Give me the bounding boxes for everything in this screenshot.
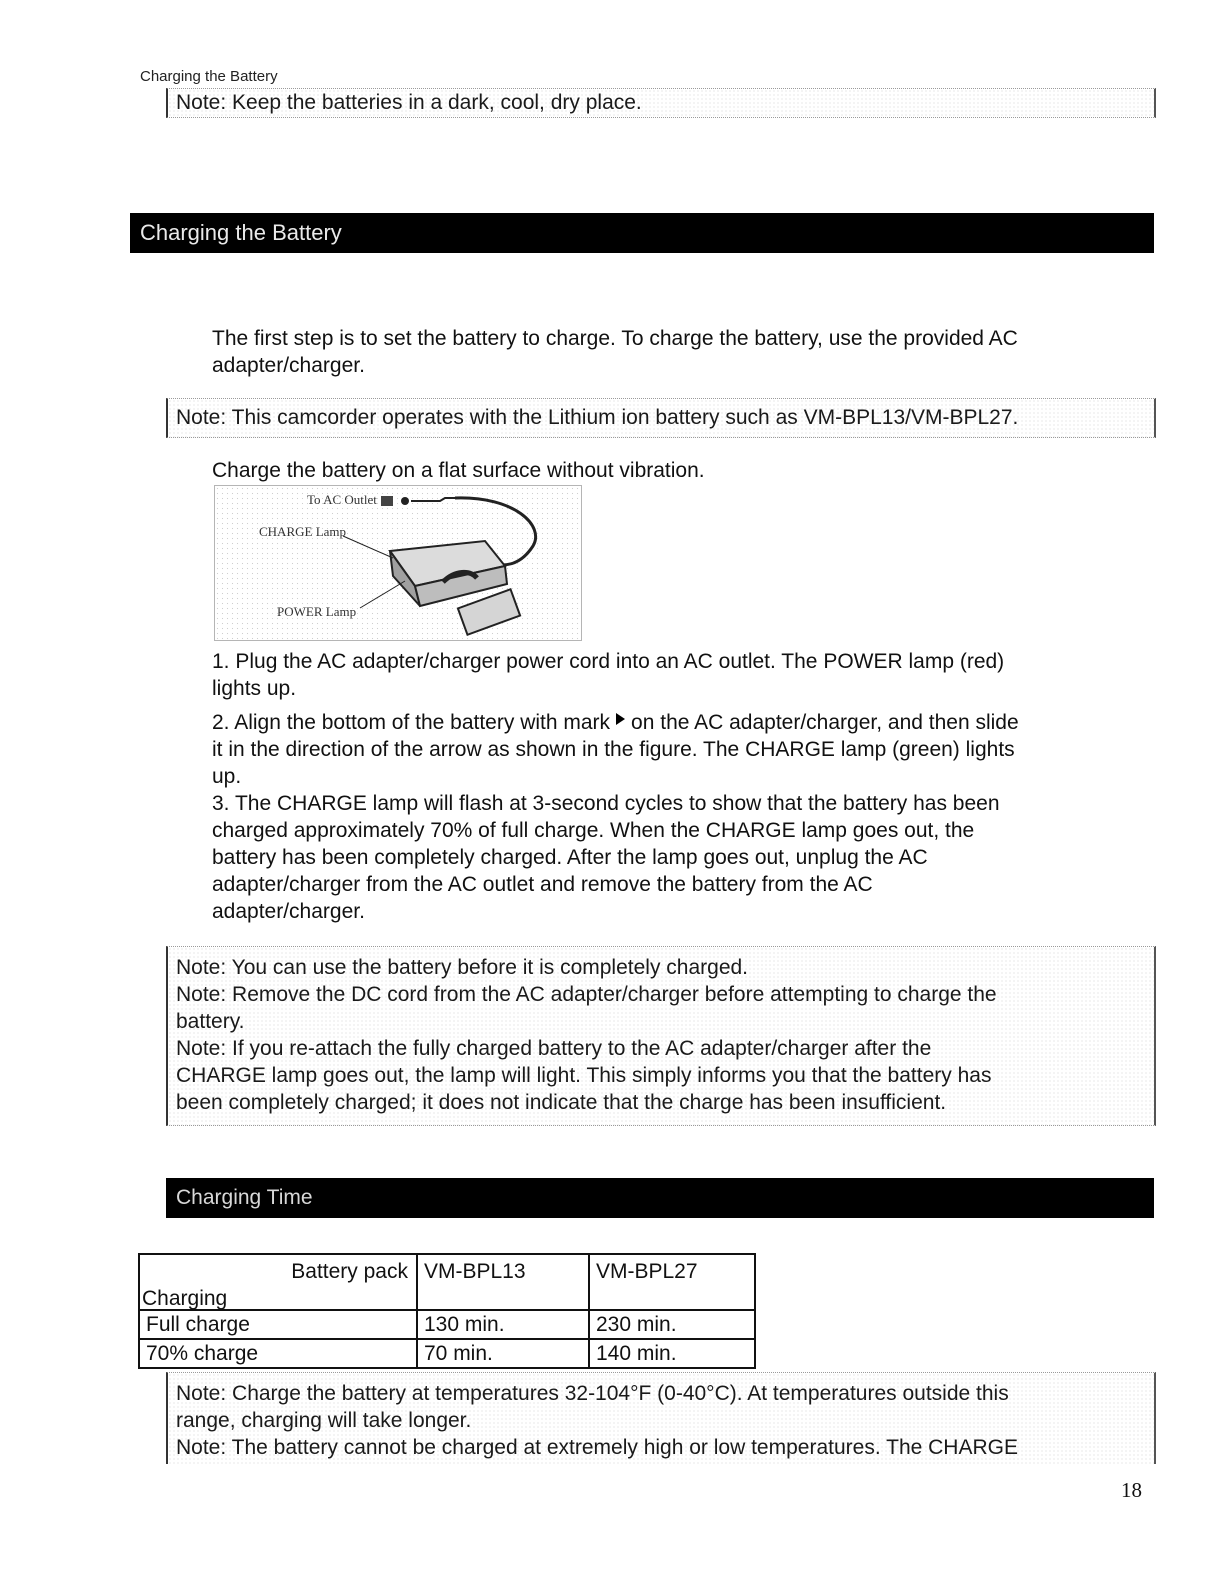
- label-to-ac-outlet: To AC Outlet: [307, 492, 377, 507]
- note-line: CHARGE lamp goes out, the lamp will light. This simply informs you that the battery has: [176, 1064, 992, 1087]
- row-label: Full charge: [139, 1310, 417, 1339]
- table-row: [139, 1339, 755, 1368]
- step-2-line: it in the direction of the arrow as shown in the figure. The CHARGE lamp (green) lights: [212, 738, 1015, 761]
- note-line: Note: If you re-attach the fully charged battery to the AC adapter/charger after the: [176, 1037, 932, 1060]
- mark-triangle-icon: [616, 713, 625, 725]
- charging-time-title: Charging Time: [176, 1186, 313, 1209]
- row-value: 140 min.: [589, 1339, 755, 1368]
- table-row: [139, 1310, 755, 1339]
- row-label: 70% charge: [139, 1339, 417, 1368]
- note-line: been completely charged; it does not indicate that the charge has been insufficient.: [176, 1091, 947, 1114]
- step-3-line: 3. The CHARGE lamp will flash at 3-second cycles to show that the battery has been: [212, 792, 1000, 815]
- step-2-text-b: on the AC adapter/charger, and then slide: [631, 711, 1019, 734]
- section-title-bar: [130, 213, 1154, 253]
- header-battery-pack: Battery pack: [291, 1260, 408, 1283]
- charging-time-bar: [166, 1178, 1154, 1218]
- note-line: Note: Charge the battery at temperatures 32-104°F (0-40°C). At temperatures outside this: [176, 1382, 1009, 1405]
- note-line: Note: You can use the battery before it is completely charged.: [176, 956, 749, 979]
- header-corner-cell: [139, 1254, 417, 1310]
- page-number: 18: [1121, 1478, 1142, 1502]
- step-2-text-a: 2. Align the bottom of the battery with mark: [212, 711, 611, 734]
- row-value: 230 min.: [589, 1310, 755, 1339]
- row-value: 130 min.: [417, 1310, 589, 1339]
- step-3-line: adapter/charger.: [212, 900, 365, 923]
- note-line: range, charging will take longer.: [176, 1409, 472, 1432]
- step-3-line: adapter/charger from the AC outlet and remove the battery from the AC: [212, 873, 873, 896]
- header-vm-bpl13: VM-BPL13: [417, 1254, 589, 1310]
- header-vm-bpl27: VM-BPL27: [589, 1254, 755, 1310]
- battery-pack: [458, 589, 520, 634]
- note-line: Note: Remove the DC cord from the AC adapter/charger before attempting to charge the: [176, 983, 997, 1006]
- step-3-line: battery has been completely charged. After the lamp goes out, unplug the AC: [212, 846, 928, 869]
- running-head: Charging the Battery: [140, 68, 278, 85]
- intro-line: adapter/charger.: [212, 354, 365, 377]
- note-battery-type: [166, 398, 1156, 438]
- notes-charging: [166, 946, 1156, 1126]
- charger-illustration: [215, 486, 582, 641]
- label-power-lamp: POWER Lamp: [277, 604, 357, 619]
- note-line: battery.: [176, 1010, 245, 1033]
- notes-temperature: [166, 1372, 1156, 1464]
- plug-dot-icon: [401, 497, 409, 505]
- table-header-row: [139, 1254, 755, 1310]
- step-2-line: [212, 709, 1162, 736]
- note-text: Note: This camcorder operates with the Lithium ion battery such as VM-BPL13/VM-BPL27.: [176, 406, 1019, 429]
- charging-time-table: [138, 1253, 756, 1369]
- note-text: Note: Keep the batteries in a dark, cool, dry place.: [176, 91, 642, 114]
- header-charging: Charging: [142, 1287, 228, 1310]
- flat-surface-text: Charge the battery on a flat surface without vibration.: [212, 459, 705, 482]
- intro-paragraph: [212, 325, 1162, 379]
- label-charge-lamp: CHARGE Lamp: [259, 524, 347, 539]
- step-3-line: charged approximately 70% of full charge. When the CHARGE lamp goes out, the: [212, 819, 975, 842]
- plug-icon: [381, 496, 393, 506]
- row-value: 70 min.: [417, 1339, 589, 1368]
- intro-line: The first step is to set the battery to charge. To charge the battery, use the provided AC: [212, 327, 1018, 350]
- steps: [212, 648, 1162, 925]
- step-1-line: lights up.: [212, 677, 297, 700]
- note-line: Note: The battery cannot be charged at extremely high or low temperatures. The CHARGE: [176, 1436, 1018, 1459]
- step-1-line: 1. Plug the AC adapter/charger power cord into an AC outlet. The POWER lamp (red): [212, 650, 1005, 673]
- section-title: Charging the Battery: [140, 220, 342, 245]
- step-2-line: up.: [212, 765, 242, 788]
- note-storage: [166, 88, 1156, 118]
- charger-figure: [214, 485, 582, 641]
